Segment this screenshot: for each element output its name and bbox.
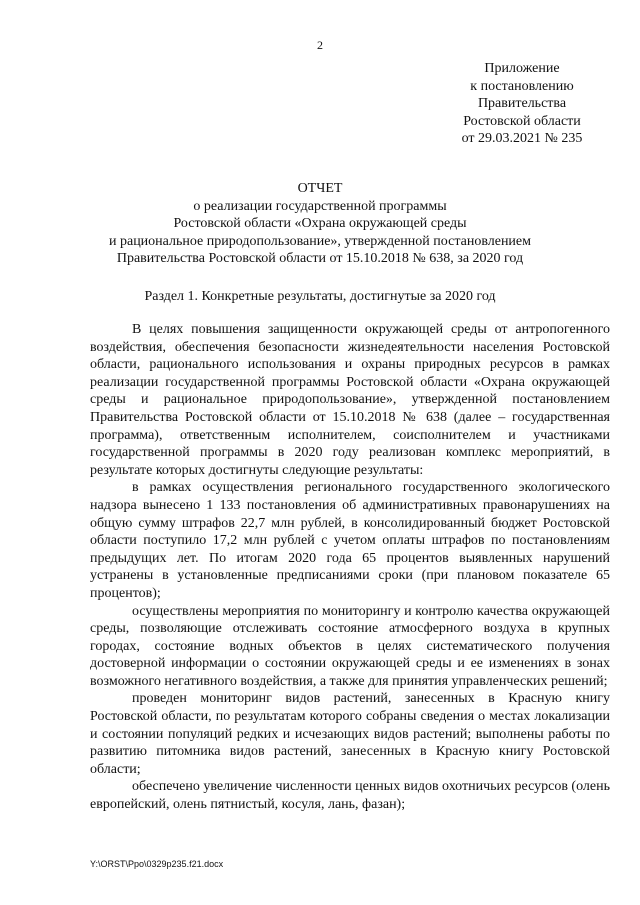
appendix-line: от 29.03.2021 № 235 [461,131,583,146]
appendix-block [452,60,592,148]
report-title [0,180,640,268]
page-number: 2 [317,38,323,52]
appendix-line: Приложение [484,61,560,76]
paragraph: В целях повышения защищенности окружающей среды от антропогенного воздействия, обеспечения безопасности жизнедеятельности населения Ростовской области, рационального использования и охраны природных ресурсов в рамках реализации государственной программы Ростовской области «Охрана окружающей среды и рациональное природопользование», утвержденной постановлением Правительства Ростовской области от 15.10.2018 № 638 (далее – государственная программа), ответственным исполнителем, соисполнителем и участниками государственной программы в 2020 году реализован комплекс мероприятий, в результате которых достигнуты следующие результаты: [90,322,610,478]
title-line: Ростовской области «Охрана окружающей среды [173,216,467,231]
appendix-line: к постановлению [470,78,574,94]
paragraph: проведен мониторинг видов растений, занесенных в Красную книгу Ростовской области, по результатам которого собраны сведения о местах локализации и состоянии популяций редких и исчезающих видов растений; выполнены работы по развитию питомника видов растений, занесенных в Красную книгу Ростовской области; [90,691,610,777]
title-line: Правительства Ростовской области от 15.10.2018 № 638, за 2020 год [116,251,524,266]
appendix-line: Правительства [477,96,567,111]
title-line: ОТЧЕТ [297,181,343,196]
appendix-line: Ростовской области [463,113,581,129]
title-line: о реализации государственной программы [193,198,447,214]
footer-file-path: Y:\ORST\Ppo\0329p235.f21.docx [90,859,224,869]
section-heading: Раздел 1. Конкретные результаты, достигнутые за 2020 год [144,289,496,304]
title-line: и рациональное природопользование», утвержденной постановлением [108,233,532,249]
body-text [90,321,610,814]
paragraph: осуществлены мероприятия по мониторингу и контролю качества окружающей среды, позволяющие отслеживать состояние атмосферного воздуха в крупных городах, состояние водных объектов в целях систематического получения достоверной информации о состоянии окружающей среды и ее изменениях в зонах возможного негативного воздействия, а также для принятия управленческих решений; [90,603,610,689]
paragraph: обеспечено увеличение численности ценных видов охотничьих ресурсов (олень европейский, олень пятнистый, косуля, лань, фазан); [90,779,610,813]
paragraph: в рамках осуществления регионального государственного экологического надзора вынесено 1 133 постановления об административных правонарушениях на общую сумму штрафов 22,7 млн рублей, в консолидированный бюджет Ростовской области поступило 17,2 млн рублей с учетом оплаты штрафов по постановлениям предыдущих лет. По итогам 2020 года 65 процентов выявленных нарушений устранены в установленные предписаниями сроки (при плановом показателе 65 процентов); [90,480,610,601]
